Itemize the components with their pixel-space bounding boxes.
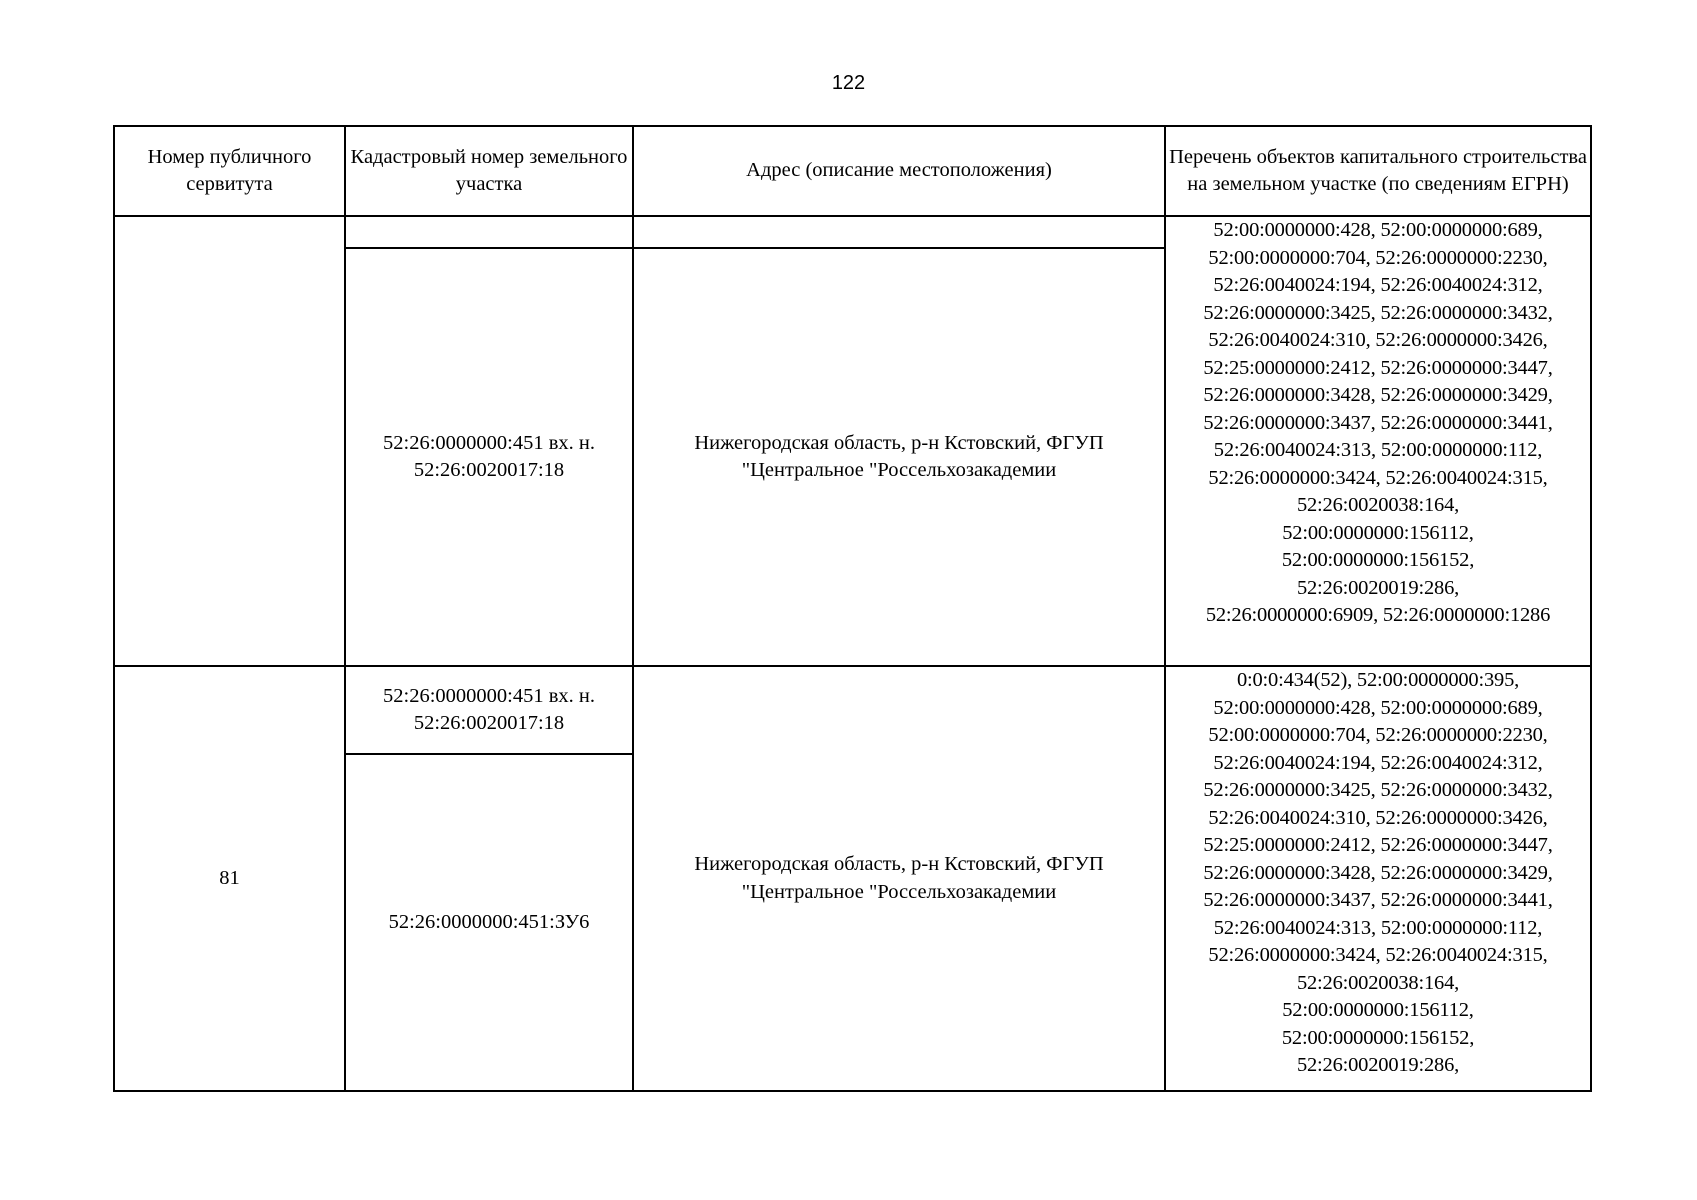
cadastral-number-cell: 52:26:0000000:451 вх. н. 52:26:0020017:18 xyxy=(345,666,633,754)
servitude-number-cell: 81 xyxy=(114,666,345,1091)
object-line: 52:26:0000000:3424, 52:26:0040024:315, xyxy=(1208,466,1548,489)
object-line: 0:0:0:434(52), 52:00:0000000:395, xyxy=(1236,669,1520,691)
table-header-row xyxy=(114,126,1591,216)
object-line: 52:26:0020019:286, xyxy=(1296,576,1460,599)
servitude-table xyxy=(113,125,1592,1092)
object-line: 52:26:0020038:164, xyxy=(1296,494,1460,516)
object-line: 52:26:0000000:3428, 52:26:0000000:3429, xyxy=(1203,861,1553,884)
object-line: 52:26:0040024:194, 52:26:0040024:312, xyxy=(1213,274,1543,296)
address-cell-blank xyxy=(633,216,1165,248)
object-line: 52:00:0000000:704, 52:26:0000000:2230, xyxy=(1208,724,1548,746)
object-line: 52:00:0000000:428, 52:00:0000000:689, xyxy=(1213,696,1543,719)
object-line: 52:26:0040024:194, 52:26:0040024:312, xyxy=(1213,751,1543,774)
servitude-number-cell xyxy=(114,216,345,666)
object-line: 52:00:0000000:704, 52:26:0000000:2230, xyxy=(1208,246,1548,269)
table-row xyxy=(114,666,1591,754)
cadastral-number-cell: 52:26:0000000:451 вх. н. 52:26:0020017:18 xyxy=(345,248,633,666)
cadastral-number-cell: 52:26:0000000:451:ЗУ6 xyxy=(345,754,633,1091)
object-line: 52:26:0000000:3424, 52:26:0040024:315, xyxy=(1208,944,1548,966)
object-line: 52:26:0000000:3425, 52:26:0000000:3432, xyxy=(1203,779,1553,801)
table-row xyxy=(114,216,1591,248)
object-line: 52:00:0000000:428, 52:00:0000000:689, xyxy=(1213,219,1543,241)
address-cell: Нижегородская область, р-н Кстовский, ФГУП "Центральное "Россельхозакадемии xyxy=(633,666,1165,1091)
object-line: 52:25:0000000:2412, 52:26:0000000:3447, xyxy=(1203,356,1553,379)
object-line: 52:00:0000000:156152, xyxy=(1281,1026,1475,1049)
object-line: 52:26:0040024:313, 52:00:0000000:112, xyxy=(1213,439,1543,461)
objects-cell xyxy=(1165,216,1591,666)
object-line: 52:26:0040024:310, 52:26:0000000:3426, xyxy=(1208,329,1548,351)
cadastral-number-cell-blank xyxy=(345,216,633,248)
object-line: 52:00:0000000:156152, xyxy=(1281,549,1475,571)
object-line: 52:26:0040024:313, 52:00:0000000:112, xyxy=(1213,916,1543,939)
object-line: 52:26:0000000:6909, 52:26:0000000:1286 xyxy=(1205,604,1551,626)
object-line: 52:26:0020019:286, xyxy=(1296,1054,1460,1076)
object-line: 52:26:0040024:310, 52:26:0000000:3426, xyxy=(1208,806,1548,829)
page-number: 122 xyxy=(831,72,866,94)
object-line: 52:26:0000000:3437, 52:26:0000000:3441, xyxy=(1203,411,1553,434)
object-line: 52:26:0000000:3428, 52:26:0000000:3429, xyxy=(1203,384,1553,406)
header-address: Адрес (описание местоположения) xyxy=(633,126,1165,216)
object-line: 52:00:0000000:156112, xyxy=(1282,521,1474,544)
object-line: 52:00:0000000:156112, xyxy=(1282,999,1474,1021)
object-line: 52:26:0000000:3437, 52:26:0000000:3441, xyxy=(1203,889,1553,911)
object-line: 52:25:0000000:2412, 52:26:0000000:3447, xyxy=(1203,834,1553,856)
header-cadastral-number: Кадастровый номер земельного участка xyxy=(345,126,633,216)
header-servitude-number: Номер публичного сервитута xyxy=(114,126,345,216)
header-objects: Перечень объектов капитального строительства на земельном участке (по сведениям ЕГРН) xyxy=(1165,126,1591,216)
object-line: 52:26:0020038:164, xyxy=(1296,971,1460,994)
object-line: 52:26:0000000:3425, 52:26:0000000:3432, xyxy=(1203,301,1553,324)
address-cell: Нижегородская область, р-н Кстовский, ФГУП "Центральное "Россельхозакадемии xyxy=(633,248,1165,666)
objects-cell xyxy=(1165,666,1591,1091)
